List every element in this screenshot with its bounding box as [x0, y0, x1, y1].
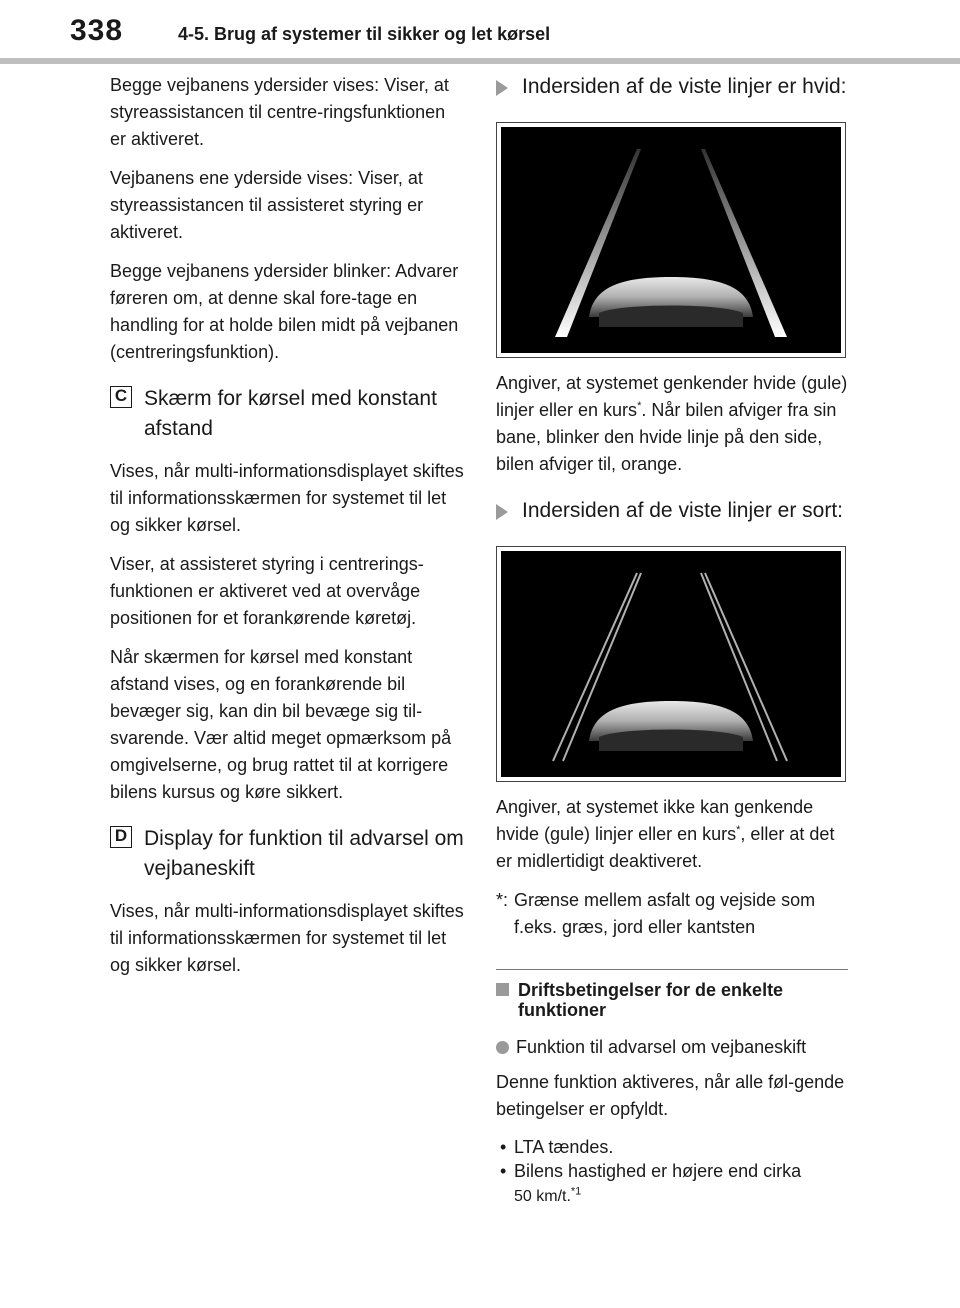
paragraph: Begge vejbanens ydersider blinker: Advarer føreren om, at denne skal fore-tage en handling for at holde bilen midt på vejbanen (centreringsfunktion). — [110, 261, 459, 362]
triangle-bullet-icon — [496, 504, 508, 520]
function-item: Funktion til advarsel om vejbaneskift — [496, 1034, 848, 1061]
footnote: *: Grænse mellem asfalt og vejside som f.eks. græs, jord eller kantsten — [496, 890, 816, 937]
figure-black-lines — [496, 546, 846, 782]
paragraph: Vejbanens ene yderside vises: Viser, at styreassistancen til assisteret styring er aktiveret. — [110, 168, 424, 242]
lane-display-white-illustration — [501, 127, 841, 353]
header-rule — [0, 58, 960, 64]
section-title: Display for funktion til advarsel om vejbaneskift — [144, 827, 464, 880]
caption-black-lines: Angiver, at systemet ikke kan genkende hvide (gule) linjer eller en kurs*, eller at det er midlertidigt deaktiveret. — [496, 797, 835, 871]
section-letter-c: C — [110, 386, 132, 408]
left-column — [110, 72, 465, 991]
section-title: Skærm for kørsel med konstant afstand — [144, 387, 437, 440]
right-column — [496, 72, 848, 1211]
paragraph: Vises, når multi-informationsdisplayet skiftes til informationsskærmen for systemet til let og sikker kørsel. — [110, 901, 464, 975]
list-item: • LTA tændes. — [500, 1137, 614, 1157]
paragraph: Begge vejbanens ydersider vises: Viser, at styreassistancen til centre-ringsfunktionen er aktiveret. — [110, 75, 449, 149]
page-header — [0, 0, 960, 64]
paragraph: Viser, at assisteret styring i centrerings-funktionen er aktiveret ved at overvåge positionen for et forankørende køretøj. — [110, 554, 424, 628]
section-divider — [496, 969, 848, 970]
paragraph: Denne funktion aktiveres, når alle føl-gende betingelser er opfyldt. — [496, 1072, 845, 1119]
square-bullet-icon — [496, 983, 509, 996]
conditions-list — [496, 1135, 848, 1211]
paragraph: Vises, når multi-informationsdisplayet skiftes til informationsskærmen for systemet til let og sikker kørsel. — [110, 461, 464, 535]
subheading-white-lines: Indersiden af de viste linjer er hvid: — [496, 72, 848, 102]
page-number: 338 — [70, 14, 124, 47]
circle-bullet-icon — [496, 1041, 509, 1054]
caption-white-lines: Angiver, at systemet genkender hvide (gule) linjer eller en kurs*. Når bilen afviger fra sin bane, blinker den hvide linje på den side, bilen afviger til, orange. — [496, 373, 848, 474]
section-letter-d: D — [110, 826, 132, 848]
operating-conditions-heading: Driftsbetingelser for de enkelte funktioner — [496, 980, 848, 1020]
triangle-bullet-icon — [496, 80, 508, 96]
paragraph: Når skærmen for kørsel med konstant afstand vises, og en forankørende bil bevæger sig, kan din bil bevæge sig til-svarende. Vær altid meget opmærksom på omgivelserne, og brug rattet til at korrigere bilens kursus og køre sikkert. — [110, 647, 452, 802]
lane-display-black-illustration — [501, 551, 841, 777]
section-heading-d — [110, 824, 465, 884]
chapter-title: 4-5. Brug af systemer til sikker og let kørsel — [178, 24, 551, 44]
figure-white-lines — [496, 122, 846, 358]
section-heading-c — [110, 384, 465, 444]
list-item: • Bilens hastighed er højere end cirka 50 km/t.$^{*1}$ — [500, 1161, 802, 1205]
subheading-black-lines: Indersiden af de viste linjer er sort: — [496, 496, 848, 526]
